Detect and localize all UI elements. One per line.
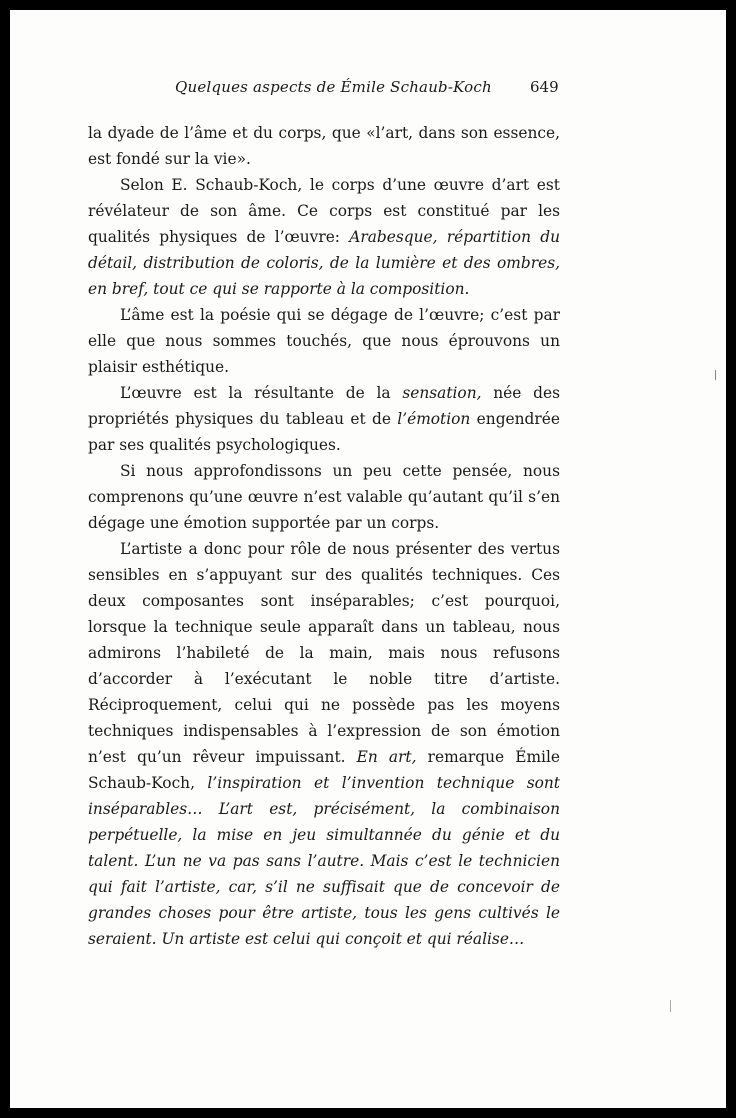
paragraph-4-italic-sensation: sensation, — [402, 384, 482, 402]
paragraph-5 — [88, 458, 560, 536]
page-header — [10, 78, 726, 106]
paragraph-5-text: Si nous approfondissons un peu cette pensée, nous comprenons qu’une œuvre n’est valable qu’autant qu’il s’en dégage une émotion supportée par un corps. — [88, 462, 560, 532]
paragraph-6-italic-quote: l’inspiration et l’invention technique sont inséparables… L’art est, précisément, la combinaison perpétuelle, la mise en jeu simultannée du génie et du talent. L’un ne va pas sans l’autre. Mais c’est le technicien qui fait l’artiste, car, s’il ne suffisait que de concevoir de grandes choses pour être artiste, tous les gens cultivés le seraient. Un artiste est celui qui conçoit et qui réalise… — [88, 774, 560, 948]
paragraph-2-italic: Arabesque, répartition du détail, distribution de coloris, de la lumière et des ombres, en bref, tout ce qui se rapporte à la composition. — [88, 228, 560, 298]
paragraph-6-text-a: L’artiste a donc pour rôle de nous présenter des vertus sensibles en s’appuyant sur des qualités techniques. Ces deux composantes sont inséparables; c’est pourquoi, lorsque la technique seule apparaît dans un tableau, nous admirons l’habileté de la main, mais nous refusons d’accorder à l’exécutant le noble titre d’artiste. Réciproquement, celui qui ne possède pas les moyens techniques indispensables à l’expression de son émotion n’est qu’un rêveur impuissant. — [88, 540, 560, 766]
paragraph-6 — [88, 536, 560, 952]
scan-artifact — [670, 1000, 671, 1012]
paragraph-3-text: L’âme est la poésie qui se dégage de l’œuvre; c’est par elle que nous sommes touchés, que nous éprouvons un plaisir esthétique. — [88, 306, 560, 376]
paragraph-2 — [88, 172, 560, 302]
paragraph-3 — [88, 302, 560, 380]
page-body — [88, 120, 560, 952]
paragraph-4-italic-emotion: l’émotion — [397, 410, 471, 428]
paragraph-1 — [88, 120, 560, 172]
paragraph-4-text-c: engendrée par ses qualités psychologiques. — [88, 410, 560, 454]
paragraph-6-text-b: remarque Émile Schaub-Koch, — [88, 748, 560, 792]
paragraph-4 — [88, 380, 560, 458]
paragraph-6-italic-en-art: En art, — [356, 748, 417, 766]
running-title: Quelques aspects de Émile Schaub-Koch — [175, 78, 492, 96]
paragraph-1-text: la dyade de l’âme et du corps, que «l’art, dans son essence, est fondé sur la vie». — [88, 124, 560, 168]
book-page — [10, 10, 726, 1108]
page-number: 649 — [530, 78, 559, 96]
paragraph-4-text-b: née des propriétés physiques du tableau et de — [88, 384, 560, 428]
paragraph-4-text-a: L’œuvre est la résultante de la — [120, 384, 403, 402]
scan-artifact — [715, 370, 716, 380]
paragraph-2-text: Selon E. Schaub-Koch, le corps d’une œuvre d’art est révélateur de son âme. Ce corps est constitué par les qualités physiques de l’œuvre: — [88, 176, 560, 246]
